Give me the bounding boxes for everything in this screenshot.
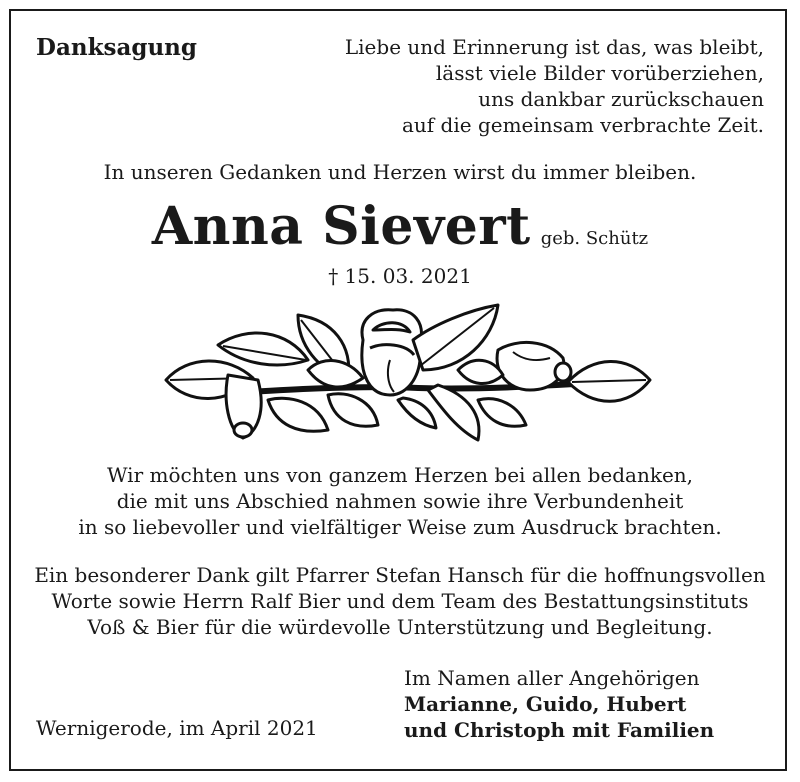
thanks-special (0, 562, 800, 640)
heading: Danksagung (36, 34, 197, 61)
thanks-line: Worte sowie Herrn Ralf Bier und dem Team des Bestattungsinstituts (51, 589, 749, 613)
signature-intro: Im Namen aller Angehörigen (404, 666, 700, 690)
signature-block (404, 665, 714, 743)
deceased-name: Anna Sievert (151, 196, 531, 257)
thanks-line: Ein besonderer Dank gilt Pfarrer Stefan Hansch für die hoffnungsvollen (34, 563, 766, 587)
poem (345, 34, 764, 138)
deceased-name-block (0, 196, 800, 257)
thanks-line: in so liebevoller und vielfältiger Weise zum Ausdruck brachten. (78, 515, 722, 539)
poem-line: Liebe und Erinnerung ist das, was bleibt, (344, 35, 764, 59)
poem-line: uns dankbar zurückschauen (478, 87, 764, 111)
thanks-line: Voß & Bier für die würdevolle Unterstützung und Begleitung. (87, 615, 713, 639)
signature-names: Marianne, Guido, Hubert (404, 692, 687, 716)
poem-line: lässt viele Bilder vorüberziehen, (435, 61, 764, 85)
death-date: † 15. 03. 2021 (328, 264, 472, 288)
birth-name: geb. Schütz (540, 228, 649, 249)
thanks-line: die mit uns Abschied nahmen sowie ihre Verbundenheit (116, 489, 684, 513)
thoughts-line: In unseren Gedanken und Herzen wirst du immer bleiben. (103, 160, 697, 184)
thanks-general (0, 462, 800, 540)
roses-branch-icon (158, 300, 658, 450)
signature-names: und Christoph mit Familien (404, 718, 715, 742)
place-date: Wernigerode, im April 2021 (36, 716, 318, 740)
poem-line: auf die gemeinsam verbrachte Zeit. (401, 113, 764, 137)
thanks-line: Wir möchten uns von ganzem Herzen bei allen bedanken, (106, 463, 694, 487)
